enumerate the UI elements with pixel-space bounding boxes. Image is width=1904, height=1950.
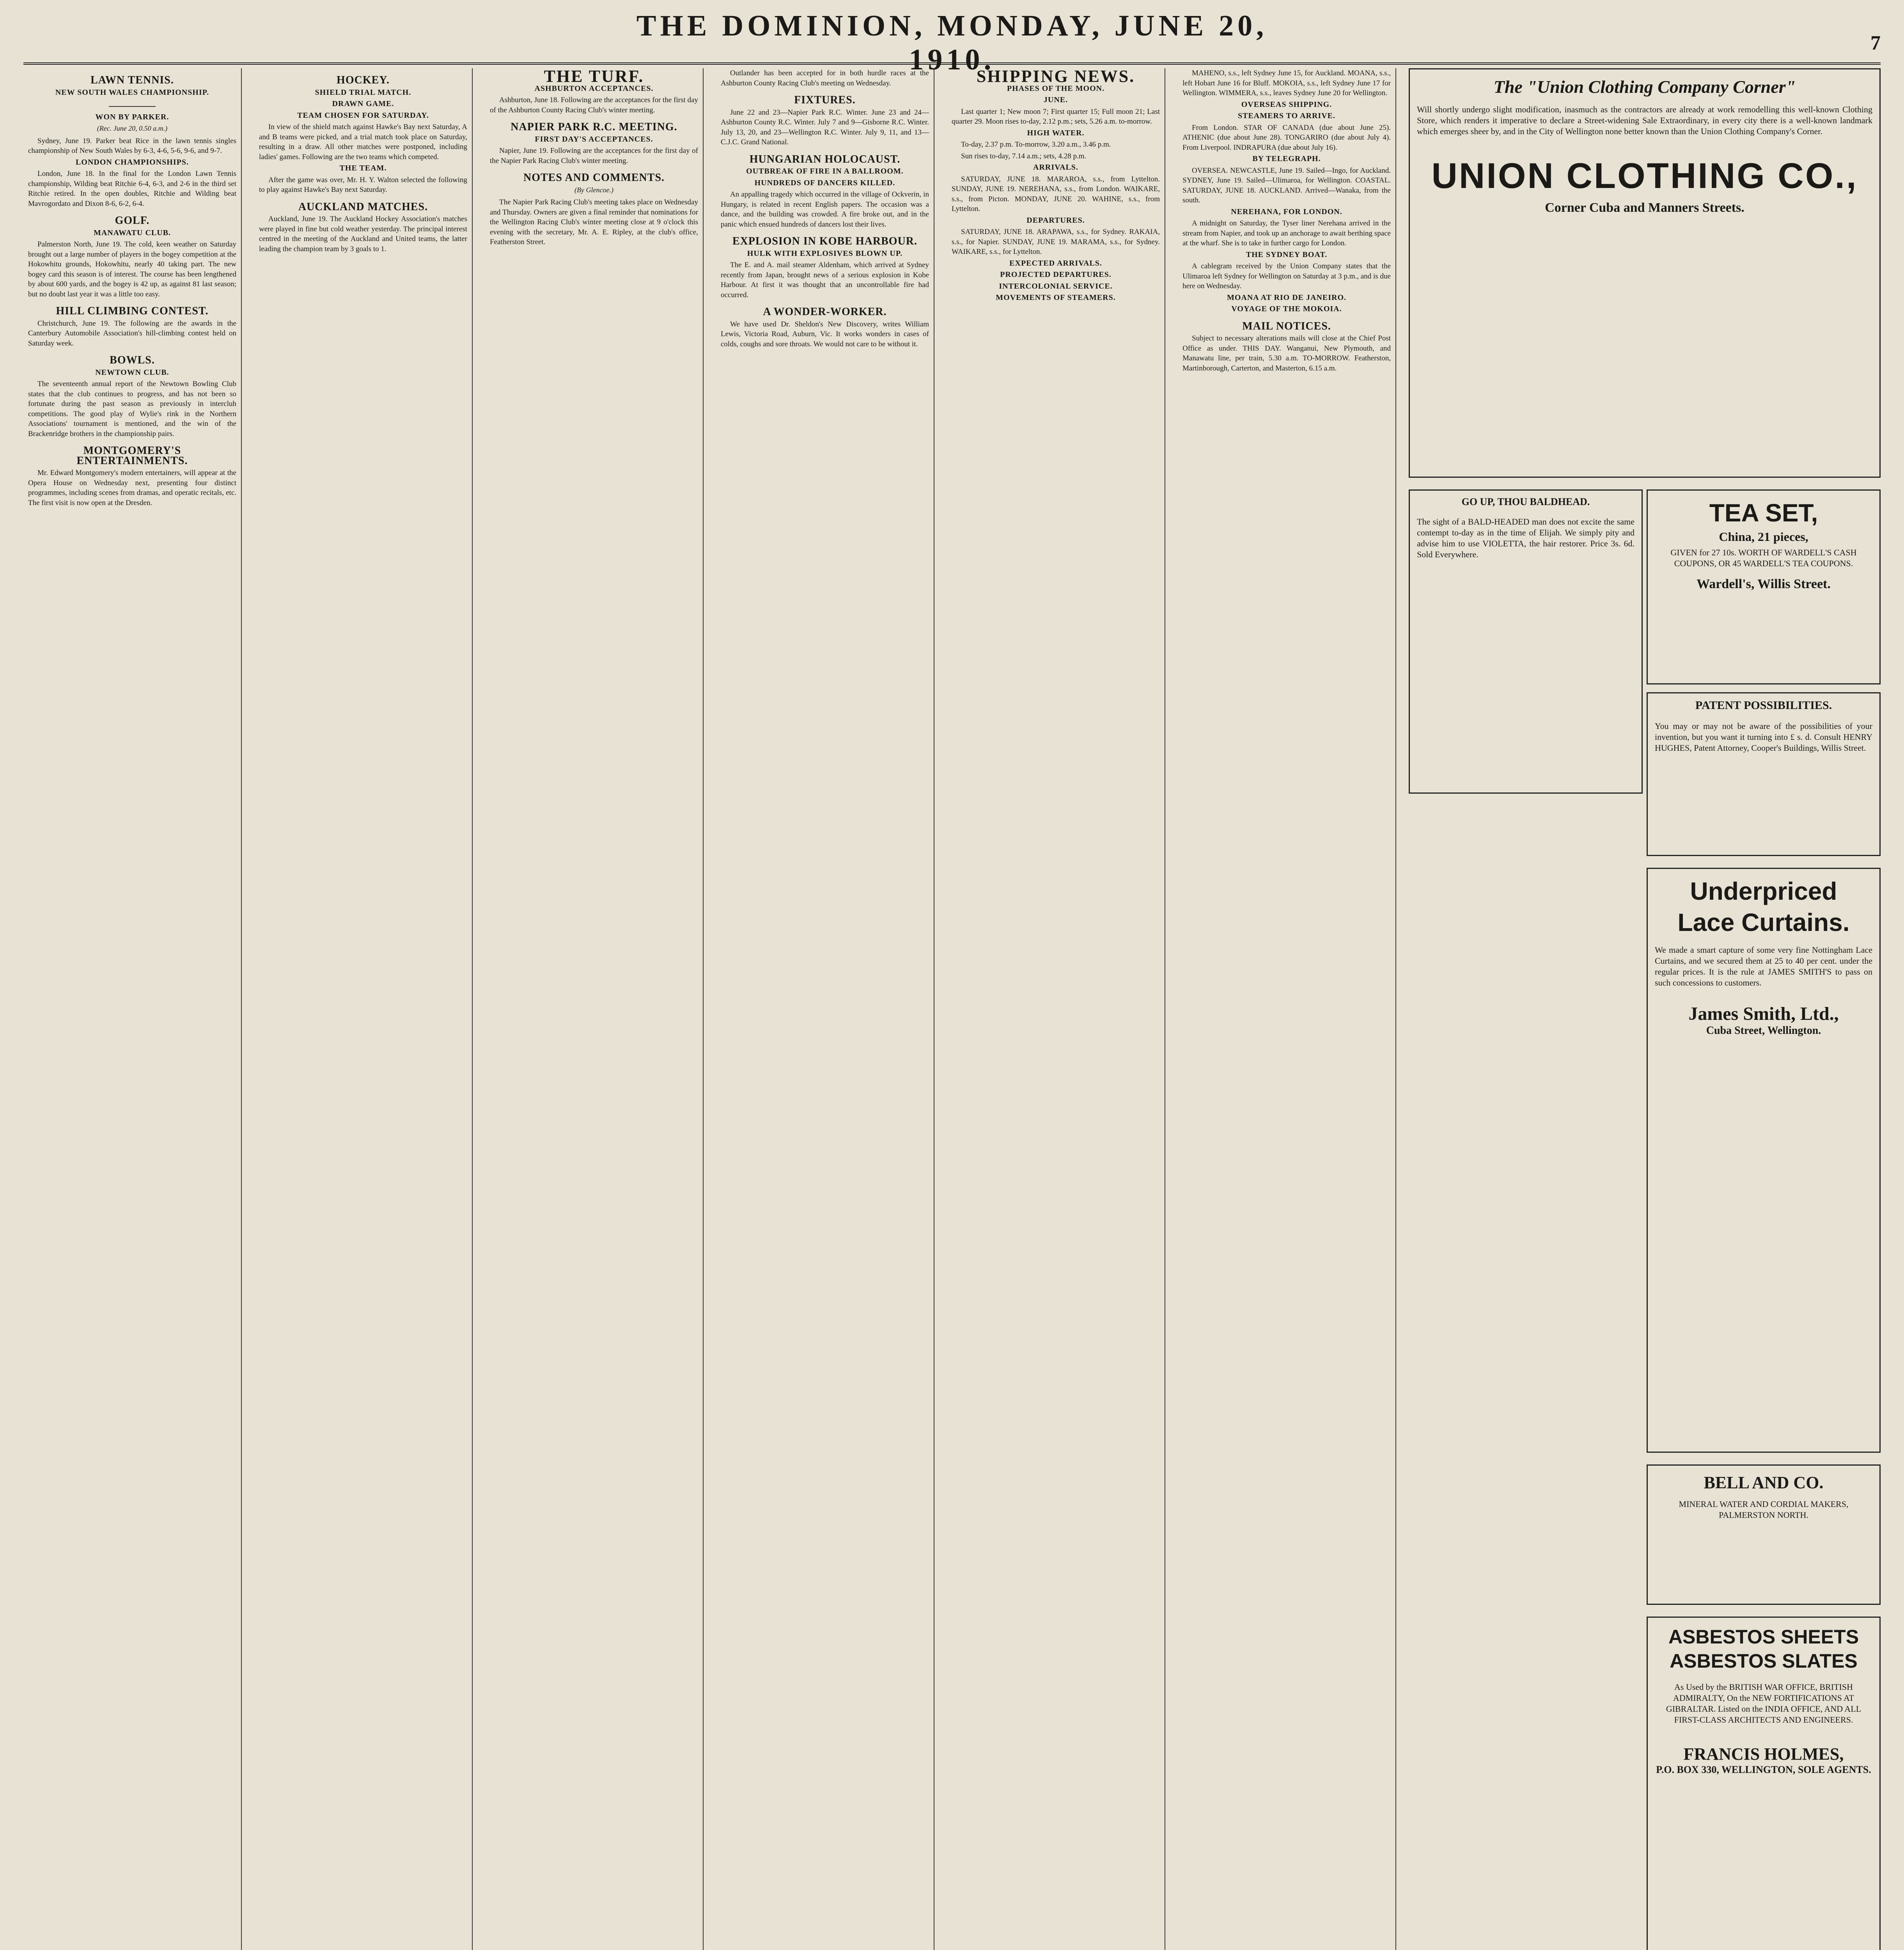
- fixtures-heading: FIXTURES.: [794, 94, 856, 106]
- golf-heading: GOLF.: [115, 214, 150, 227]
- moana-heading: MOANA AT RIO DE JANEIRO.: [1227, 293, 1347, 302]
- phases-month: JUNE.: [1043, 96, 1068, 104]
- trial-heading: SHIELD TRIAL MATCH.: [315, 88, 411, 97]
- newtown-heading: NEWTOWN CLUB.: [95, 368, 169, 377]
- montgomery-paragraph: Mr. Edward Montgomery's modern entertainers, will appear at the Opera House on Wednesday next, presenting four distinct programmes, including scenes from dramas, and operatic recitals, etc. The first visit is now open at the Dresden.: [28, 469, 236, 507]
- masthead-title: THE DOMINION, MONDAY, JUNE 20, 1910.: [636, 9, 1268, 76]
- column-4: [716, 68, 934, 1950]
- bell-ad: BELL AND CO. MINERAL WATER AND CORDIAL MAKERS, PALMERSTON NORTH.: [1647, 1464, 1881, 1605]
- column-5: [947, 68, 1165, 1950]
- wonder-paragraph: We have used Dr. Sheldon's New Discovery, writes William Lewis, Victoria Road, Auburn, Vic. It works wonders in cases of colds, coughs and sore throats. We would not care to be without it.: [721, 320, 929, 348]
- kobe-paragraph: The E. and A. mail steamer Aldenham, which arrived at Sydney recently from Japan, brought news of a serious explosion in Kobe Harbour. At first it was thought that an uncontrollable fire had occurred.: [721, 261, 929, 299]
- hungarian-paragraph: An appalling tragedy which occurred in the village of Ockverin, in Hungary, is related in recent English papers. The occasion was a dance, and the building was crowded. A fire broke out, and in the panic which ensued hundreds of dancers lost their lives.: [721, 190, 929, 229]
- hill-climb-paragraph: Christchurch, June 19. The following are the awards in the Canterbury Automobile Association's hill-climbing contest held on Saturday week.: [28, 319, 236, 347]
- advertisements: [1409, 68, 1881, 1950]
- arrivals-paragraph: SATURDAY, JUNE 18. MARAROA, s.s., from Lyttelton. SUNDAY, JUNE 19. NEREHANA, s.s., from London. WAIKARE, s.s., from Picton. MONDAY, JUNE 20. WAHINE, s.s., from Lyttelton.: [952, 175, 1160, 213]
- telegraph-paragraph: OVERSEA. NEWCASTLE, June 19. Sailed—Ingo, for Auckland. SYDNEY, June 19. Sailed—Ulimaroa, for Wellington. COASTAL. SATURDAY, JUNE 18. AUCKLAND. Arrived—Wanaka, from the south.: [1182, 166, 1391, 204]
- kobe-heading: EXPLOSION IN KOBE HARBOUR.: [732, 235, 918, 247]
- union-clothing-ad: The "Union Clothing Company Corner" Will shortly undergo slight modification, inasmuch as the contractors are already at work remodelling this well-known Clothing Store, which renders it imperative to declare a Street-widening Sale Extraordinary, in every city there is a well-known landmark which emerges sheer by, and in the City of Wellington none better known than the Union Clothing Company's Corner. UNION CLOTHING CO., Corner Cuba and Manners Streets.: [1409, 68, 1881, 478]
- notes-paragraph: The Napier Park Racing Club's meeting takes place on Wednesday and Thursday. Owners are given a final reminder that nominations for the Wellington Racing Club's winter meeting close at 9 o'clock this evening with the secretary, Mr. A. E. Ripley, at the club's office, Featherston Street.: [490, 198, 698, 246]
- violetta-ad: GO UP, THOU BALDHEAD. The sight of a BALD-HEADED man does not excite the same contempt to-day as in the time of Elijah. We simply pity and advise him to use VIOLETTA, the hair restorer. Price 3s. 6d. Sold Everywhere.: [1409, 489, 1643, 794]
- tea-set-ad: TEA SET, China, 21 pieces, GIVEN for 27 10s. WORTH OF WARDELL'S CASH COUPONS, OR 45 WARDELL'S TEA COUPONS. Wardell's, Willis Street.: [1647, 489, 1881, 684]
- nerehana-paragraph: A midnight on Saturday, the Tyser liner Nerehana arrived in the stream from Napier, and took up an anchorage to await berthing space at the wharf. She is to take in further cargo for London.: [1182, 219, 1391, 247]
- high-water-heading: HIGH WATER.: [1027, 128, 1085, 137]
- arrivals-heading: ARRIVALS.: [1033, 163, 1078, 172]
- turf-heading: THE TURF.: [544, 68, 644, 86]
- outbreak-heading: OUTBREAK OF FIRE IN A BALLROOM.: [746, 167, 904, 176]
- sydney-boat-heading: THE SYDNEY BOAT.: [1246, 250, 1328, 259]
- hill-climb-heading: HILL CLIMBING CONTEST.: [56, 305, 209, 317]
- notes-byline: (By Glencoe.): [574, 186, 613, 194]
- auckland-heading: AUCKLAND MATCHES.: [298, 200, 428, 213]
- movements-heading: MOVEMENTS OF STEAMERS.: [996, 293, 1116, 302]
- union-clothing-name: UNION CLOTHING CO.,: [1431, 156, 1858, 196]
- sun-paragraph: Sun rises to-day, 7.14 a.m.; sets, 4.28 p.m.: [961, 152, 1087, 160]
- received-line: (Rec. June 20, 0.50 a.m.): [97, 124, 168, 132]
- phases-heading: PHASES OF THE MOON.: [1007, 84, 1105, 93]
- team-subheading: THE TEAM.: [339, 164, 387, 172]
- team-paragraph: After the game was over, Mr. H. Y. Walton selected the following to play against Hawke's Bay next Saturday.: [259, 176, 467, 194]
- hockey-paragraph: In view of the shield match against Hawke's Bay next Saturday, A and B teams were picked, and a trial match took place on Saturday, resulting in a draw. All other matches were postponed, including ladies' games. Following are the two teams which competed.: [259, 123, 467, 161]
- departures-heading: DEPARTURES.: [1026, 216, 1085, 225]
- steamers-paragraph: From London. STAR OF CANADA (due about June 25). ATHENIC (due about June 28). TONGARIRO (due about July 4). From Liverpool. INDRAPURA (due about July 16).: [1182, 123, 1391, 152]
- projected-heading: PROJECTED DEPARTURES.: [1000, 270, 1112, 279]
- intercolonial-heading: INTERCOLONIAL SERVICE.: [999, 282, 1113, 291]
- nerehana-heading: NEREHANA, FOR LONDON.: [1231, 207, 1342, 216]
- hockey-heading: HOCKEY.: [337, 74, 390, 86]
- column-3: [485, 68, 704, 1950]
- napier-subheading: FIRST DAY'S ACCEPTANCES.: [535, 135, 653, 144]
- overseas-heading: OVERSEAS SHIPPING.: [1241, 100, 1332, 109]
- expected-heading: EXPECTED ARRIVALS.: [1009, 259, 1102, 268]
- montgomery-heading: MONTGOMERY'S ENTERTAINMENTS.: [76, 445, 188, 467]
- napier-heading: NAPIER PARK R.C. MEETING.: [511, 121, 677, 133]
- nsw-heading: NEW SOUTH WALES CHAMPIONSHIP.: [55, 88, 209, 97]
- steamers-heading: STEAMERS TO ARRIVE.: [1238, 112, 1335, 120]
- drawn-heading: DRAWN GAME.: [332, 99, 394, 108]
- high-water-paragraph: To-day, 2.37 p.m. To-morrow, 3.20 a.m., 3.46 p.m.: [961, 140, 1111, 149]
- asbestos-ad: ASBESTOS SHEETS ASBESTOS SLATES As Used by the BRITISH WAR OFFICE, BRITISH ADMIRALTY, On the NEW FORTIFICATIONS AT GIBRALTAR. Listed on the INDIA OFFICE, AND ALL FIRST-CLASS ARCHITECTS AND ENGINEERS. FRANCIS HOLMES, P.O. BOX 330, WELLINGTON, SOLE AGENTS.: [1647, 1617, 1881, 1950]
- sydney-paragraph: Sydney, June 19. Parker beat Rice in the lawn tennis singles championship of New South Wales by 6-3, 4-6, 5-6, 9-6, and 9-7.: [28, 136, 236, 155]
- page-number: 7: [1870, 32, 1881, 54]
- lawn-tennis-heading: LAWN TENNIS.: [90, 74, 174, 86]
- bowls-paragraph: The seventeenth annual report of the Newtown Bowling Club states that the club continues to progress, and has not been so fortunate during the past season as previously in intercluh competitions. The good play of Wylie's rink in the Northern Associations' tournament is mentioned, and the win of the Brackenridge brothers in the championship pairs.: [28, 380, 236, 438]
- golf-paragraph: Palmerston North, June 19. The cold, keen weather on Saturday brought out a large number of players in the bogey competition at the Hokowhitu grounds, Hokowhitu, nearly 40 taking part. The new bogey card this season is of interest. The course has been lengthened by about 600 yards, and the bogey is 42 up, as against 81 last season; but no doubt last year it was a little too easy.: [28, 240, 236, 298]
- sydney-boat-paragraph: A cablegram received by the Union Company states that the Ulimaroa left Sydney for Wellington on Saturday at 3 p.m., and is due here on Wednesday.: [1182, 262, 1391, 290]
- column-2: [254, 68, 473, 1950]
- hungarian-heading: HUNGARIAN HOLOCAUST.: [749, 153, 901, 165]
- column-6: [1178, 68, 1396, 1950]
- columns: [23, 68, 1881, 1950]
- manawatu-heading: MANAWATU CLUB.: [93, 228, 171, 237]
- column-1: [23, 68, 242, 1950]
- outlander-paragraph: Outlander has been accepted for in both hurdle races at the Ashburton County Racing Club's meeting on Wednesday.: [721, 69, 929, 87]
- ashburton-paragraph: Ashburton, June 18. Following are the acceptances for the first day of the Ashburton County Racing Club's winter meeting.: [490, 96, 698, 114]
- lace-curtains-ad: Underpriced Lace Curtains. We made a smart capture of some very fine Nottingham Lace Curtains, and we secured them at 25 to 40 per cent. under the regular prices. It is the rule at JAMES SMITH'S to pass on such concessions to customers. James Smith, Ltd., Cuba Street, Wellington.: [1647, 868, 1881, 1453]
- hulk-heading: HULK WITH EXPLOSIVES BLOWN UP.: [747, 249, 903, 258]
- london-paragraph: London, June 18. In the final for the London Lawn Tennis championship, Wilding beat Ritchie 6-4, 6-3, and 2-6 in the third set Ritchie retired. In the open doubles, Ritchie and Wilding beat Mavrogordato and Dixon 8-6, 6-2, 6-4.: [28, 170, 236, 208]
- phases-paragraph: Last quarter 1; New moon 7; First quarter 15; Full moon 21; Last quarter 29. Moon rises to-day, 2.12 p.m.; sets, 5.26 a.m. to-morrow.: [952, 107, 1160, 126]
- team-chosen-heading: TEAM CHOSEN FOR SATURDAY.: [297, 111, 429, 120]
- wonder-heading: A WONDER-WORKER.: [763, 306, 887, 318]
- telegraph-heading: BY TELEGRAPH.: [1252, 154, 1321, 163]
- london-heading: LONDON CHAMPIONSHIPS.: [76, 158, 189, 167]
- auckland-paragraph: Auckland, June 19. The Auckland Hockey Association's matches were played in fine but cold weather yesterday. The principal interest centred in the meeting of the Auckland and United teams, the latter leading the champion team by 3 goals to 1.: [259, 215, 467, 253]
- masthead: [23, 9, 1881, 76]
- departures-paragraph: SATURDAY, JUNE 18. ARAPAWA, s.s., for Sydney. RAKAIA, s.s., for Napier. SUNDAY, JUNE 19. MARAMA, s.s., for Sydney. WAIKARE, s.s., for Lyttelton.: [952, 228, 1160, 256]
- notes-heading: NOTES AND COMMENTS.: [523, 172, 665, 184]
- hundreds-heading: HUNDREDS OF DANCERS KILLED.: [754, 178, 895, 187]
- fixtures-paragraph: June 22 and 23—Napier Park R.C. Winter. June 23 and 24—Ashburton County R.C. Winter. July 7 and 9—Gisborne R.C. Winter. July 13, 20, and 23—Wellington R.C. Winter. July 9, 11, and 13—C.J.C. Grand National.: [721, 108, 929, 146]
- patent-ad: PATENT POSSIBILITIES. You may or may not be aware of the possibilities of your invention, but you want it turning into £ s. d. Consult HENRY HUGHES, Patent Attorney, Cooper's Buildings, Willis Street.: [1647, 692, 1881, 856]
- mokoia-heading: VOYAGE OF THE MOKOIA.: [1231, 305, 1342, 313]
- bowls-heading: BOWLS.: [110, 354, 155, 366]
- napier-paragraph: Napier, June 19. Following are the acceptances for the first day of the Napier Park Racing Club's winter meeting.: [490, 147, 698, 165]
- shipping-heading: SHIPPING NEWS.: [976, 68, 1135, 86]
- ashburton-heading: ASHBURTON ACCEPTANCES.: [534, 84, 654, 93]
- mail-notices-paragraph: Subject to necessary alterations mails will close at the Chief Post Office as under. THIS DAY. Wanganui, New Plymouth, and Manawatu line, per train, 5.30 a.m. TO-MORROW. Featherston, Martinborough, Carterton, and Masterton, 6.15 a.m.: [1182, 334, 1391, 372]
- won-by-parker: WON BY PARKER.: [95, 112, 169, 121]
- steamers-top-paragraph: MAHENO, s.s., left Sydney June 15, for Auckland. MOANA, s.s., left Hobart June 16 for Bluff. MOKOIA, s.s., left Sydney June 17 for Wellington. WIMMERA, s.s., leaves Sydney June 20 for Wellington.: [1182, 69, 1391, 97]
- mail-notices-heading: MAIL NOTICES.: [1242, 320, 1331, 332]
